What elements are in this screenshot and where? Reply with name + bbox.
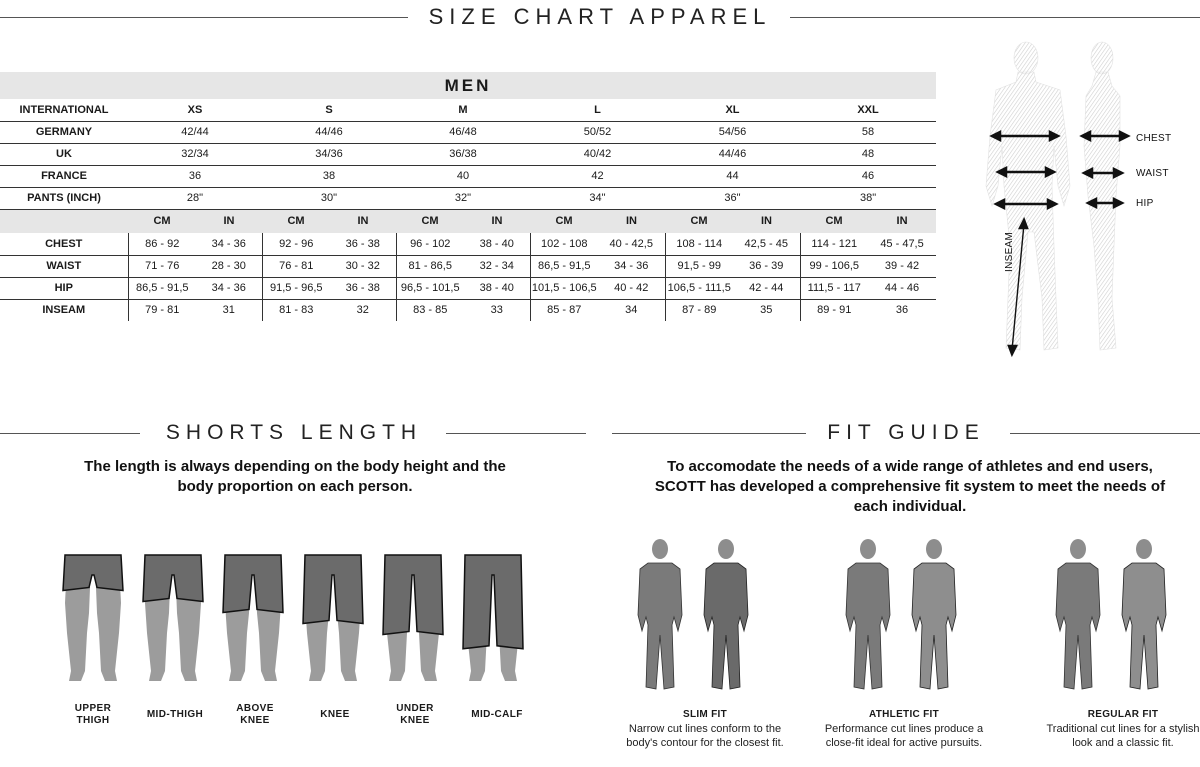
size-row (0, 187, 936, 209)
fit-figure (838, 535, 988, 693)
measure-cell: 79 - 81 (128, 299, 196, 321)
waist-label: WAIST (1136, 168, 1169, 179)
shorts-garment (223, 555, 283, 613)
unit-header-row (0, 209, 936, 233)
measure-cell: 85 - 87 (530, 299, 598, 321)
size-cell: 46 (800, 165, 936, 187)
athlete-head (860, 539, 876, 559)
size-chart-table (0, 72, 936, 321)
measure-cell: 30 - 32 (330, 255, 396, 277)
measure-row (0, 255, 936, 277)
inseam-label: INSEAM (1004, 231, 1015, 272)
measure-cell: 86 - 92 (128, 233, 196, 255)
body-measurement-figure (960, 36, 1195, 366)
athlete-head (652, 539, 668, 559)
shorts-rule-right (446, 433, 586, 434)
measure-cell: 91,5 - 99 (665, 255, 733, 277)
measure-row-label: WAIST (0, 255, 128, 277)
shorts-figure (133, 553, 213, 683)
measure-cell: 44 - 46 (868, 277, 936, 299)
measure-cell: 34 (625, 304, 638, 317)
size-cell: 44 (665, 165, 800, 187)
shorts-length-label (452, 709, 542, 721)
chest-label: CHEST (1136, 133, 1172, 144)
measure-cell: 38 - 40 (464, 233, 530, 255)
shorts-garment (143, 555, 203, 602)
athlete-figure (638, 539, 682, 689)
measure-cell: 101,5 - 106,5 (530, 277, 598, 299)
size-cell: 30" (262, 187, 396, 209)
fit-rule-right (1010, 433, 1200, 434)
athlete-figure (1122, 539, 1166, 689)
athlete-body (1056, 563, 1100, 689)
size-cell: XS (128, 99, 262, 121)
measure-cell: 28 - 30 (196, 255, 262, 277)
size-row (0, 165, 936, 187)
measure-cell: 34 - 36 (196, 233, 262, 255)
athlete-body (1122, 563, 1166, 689)
unit-in-label: IN (330, 209, 396, 233)
shorts-label-line2: KNEE (400, 715, 430, 726)
shorts-figure (213, 553, 293, 683)
size-row (0, 99, 936, 121)
size-row-label: INTERNATIONAL (0, 99, 128, 121)
unit-in-label: IN (196, 209, 262, 233)
size-cell: 44/46 (665, 143, 800, 165)
measure-cell: 92 - 96 (262, 233, 330, 255)
shorts-rule-left (0, 433, 140, 434)
size-cell: XXL (800, 99, 936, 121)
size-cell: 32/34 (128, 143, 262, 165)
athlete-head (718, 539, 734, 559)
fit-name: ATHLETIC FIT (868, 709, 940, 720)
header-rule-right (790, 17, 1200, 18)
measure-cell: 114 - 121 (800, 233, 868, 255)
athlete-figure (704, 539, 748, 689)
measure-cell: 91,5 - 96,5 (262, 277, 330, 299)
shorts-description: The length is always depending on the body height and the body proportion on each person. (84, 458, 506, 495)
size-cell: 42 (530, 165, 665, 187)
measure-cell: 81 - 86,5 (396, 255, 464, 277)
measure-cell: 71 - 76 (128, 255, 196, 277)
shorts-title: SHORTS LENGTH (165, 421, 423, 444)
unit-in-label: IN (868, 209, 936, 233)
header-rule-left (0, 17, 408, 18)
shorts-figure (373, 553, 453, 683)
measure-row-label: CHEST (0, 233, 128, 255)
fit-description-text: Traditional cut lines for a stylish look and a classic fit. (1046, 723, 1200, 749)
measure-row (0, 233, 936, 255)
fit-figure (1048, 535, 1198, 693)
athlete-body (846, 563, 890, 689)
size-cell: 46/48 (396, 121, 530, 143)
size-row-label: FRANCE (0, 165, 128, 187)
shorts-garment (303, 555, 363, 624)
shorts-garment (63, 555, 123, 591)
measure-cell: 111,5 - 117 (800, 277, 868, 299)
fit-description-text: Performance cut lines produce a close-fit ideal for active pursuits. (824, 723, 984, 749)
fit-name: REGULAR FIT (1087, 709, 1159, 720)
fit-description-text: Narrow cut lines conform to the body's contour for the closest fit. (626, 723, 784, 749)
unit-row-blank (0, 209, 128, 233)
unit-cm-label: CM (530, 209, 598, 233)
measure-cell: 42 - 44 (733, 277, 800, 299)
size-cell: 40/42 (530, 143, 665, 165)
measure-cell: 40 - 42 (598, 277, 665, 299)
shorts-label-line1: KNEE (320, 709, 350, 720)
measure-cell: 34 - 36 (598, 255, 665, 277)
size-cell: 34" (530, 187, 665, 209)
shorts-label-line1: UPPER (74, 703, 112, 714)
athlete-body (704, 563, 748, 689)
athlete-body (638, 563, 682, 689)
measure-cell: 99 - 106,5 (800, 255, 868, 277)
measure-cell: 38 - 40 (464, 277, 530, 299)
size-row (0, 121, 936, 143)
size-cell: 58 (800, 121, 936, 143)
body-front-silhouette (986, 42, 1070, 350)
measure-row (0, 277, 936, 299)
measure-cell: 96,5 - 101,5 (396, 277, 464, 299)
size-cell: 54/56 (665, 121, 800, 143)
shorts-length-label (210, 703, 300, 727)
fit-description: To accomodate the needs of a wide range of athletes and end users, SCOTT has developed a comprehensive fit system to meet the needs of each individual. (654, 458, 1166, 515)
shorts-figure (453, 553, 533, 683)
size-cell: XL (665, 99, 800, 121)
measure-cell: 45 - 47,5 (868, 233, 936, 255)
shorts-figure (53, 553, 133, 683)
hip-label: HIP (1136, 198, 1154, 209)
unit-cm-label: CM (665, 209, 733, 233)
size-cell: 42/44 (128, 121, 262, 143)
measure-cell: 96 - 102 (396, 233, 464, 255)
measure-cell: 32 - 34 (464, 255, 530, 277)
athlete-figure (912, 539, 956, 689)
fit-title: FIT GUIDE (827, 421, 985, 444)
size-row-label: UK (0, 143, 128, 165)
shorts-label-line1: MID-CALF (471, 709, 523, 720)
gender-label: MEN (0, 72, 936, 99)
shorts-label-line2: THIGH (76, 715, 110, 726)
shorts-garment (463, 555, 523, 649)
gender-header-row (0, 72, 936, 99)
size-row-label: GERMANY (0, 121, 128, 143)
measure-cell: 86,5 - 91,5 (530, 255, 598, 277)
measure-cell: 39 - 42 (868, 255, 936, 277)
measure-cell: 36 - 39 (733, 255, 800, 277)
size-cell: M (396, 99, 530, 121)
measure-cell: 76 - 81 (262, 255, 330, 277)
size-cell: 34/36 (262, 143, 396, 165)
measure-cell: 36 (895, 304, 909, 317)
body-side-silhouette (1084, 42, 1120, 350)
shorts-length-label (370, 703, 460, 727)
measure-cell: 87 - 89 (665, 299, 733, 321)
measure-row (0, 299, 936, 321)
measure-cell: 31 (222, 304, 235, 317)
size-cell: 48 (800, 143, 936, 165)
size-cell: 28" (128, 187, 262, 209)
size-cell: 50/52 (530, 121, 665, 143)
measure-cell: 33 (490, 304, 503, 317)
shorts-label-line2: KNEE (240, 715, 270, 726)
fit-rule-left (612, 433, 806, 434)
unit-cm-label: CM (128, 209, 196, 233)
unit-cm-label: CM (800, 209, 868, 233)
size-row (0, 143, 936, 165)
unit-in-label: IN (464, 209, 530, 233)
size-cell: 32" (396, 187, 530, 209)
size-cell: 40 (396, 165, 530, 187)
size-cell: 36 (128, 165, 262, 187)
athlete-head (1070, 539, 1086, 559)
measure-cell: 86,5 - 91,5 (128, 277, 196, 299)
shorts-length-label (48, 703, 138, 727)
shorts-figure (293, 553, 373, 683)
measure-cell: 36 - 38 (330, 233, 396, 255)
athlete-figure (846, 539, 890, 689)
size-cell: 44/46 (262, 121, 396, 143)
size-cell: S (262, 99, 396, 121)
unit-cm-label: CM (262, 209, 330, 233)
measure-cell: 89 - 91 (800, 299, 868, 321)
fit-name: SLIM FIT (682, 709, 728, 720)
unit-in-label: IN (598, 209, 665, 233)
measure-cell: 36 - 38 (330, 277, 396, 299)
size-cell: L (530, 99, 665, 121)
measure-cell: 42,5 - 45 (733, 233, 800, 255)
measure-cell: 40 - 42,5 (598, 233, 665, 255)
measure-cell: 32 (356, 304, 369, 317)
unit-cm-label: CM (396, 209, 464, 233)
measure-cell: 83 - 85 (396, 299, 464, 321)
size-row-label: PANTS (INCH) (0, 187, 128, 209)
measure-cell: 108 - 114 (665, 233, 733, 255)
page-title: SIZE CHART APPAREL (428, 4, 772, 29)
size-cell: 36" (665, 187, 800, 209)
measure-cell: 102 - 108 (530, 233, 598, 255)
measure-row-label: HIP (0, 277, 128, 299)
measure-cell: 34 - 36 (196, 277, 262, 299)
shorts-length-label (130, 709, 220, 721)
size-cell: 38 (262, 165, 396, 187)
measure-row-label: INSEAM (42, 304, 86, 317)
size-cell: 36/38 (396, 143, 530, 165)
shorts-garment (383, 555, 443, 635)
size-cell: 38" (800, 187, 936, 209)
unit-in-label: IN (733, 209, 800, 233)
shorts-length-label (290, 709, 380, 721)
fit-figure (630, 535, 780, 693)
measure-cell: 81 - 83 (262, 299, 330, 321)
measure-cell: 35 (760, 304, 773, 317)
shorts-label-line1: UNDER (396, 703, 434, 714)
shorts-label-line1: MID-THIGH (146, 709, 204, 720)
measure-cell: 106,5 - 111,5 (665, 277, 733, 299)
athlete-body (912, 563, 956, 689)
athlete-figure (1056, 539, 1100, 689)
athlete-head (926, 539, 942, 559)
shorts-label-line1: ABOVE (236, 703, 274, 714)
athlete-head (1136, 539, 1152, 559)
